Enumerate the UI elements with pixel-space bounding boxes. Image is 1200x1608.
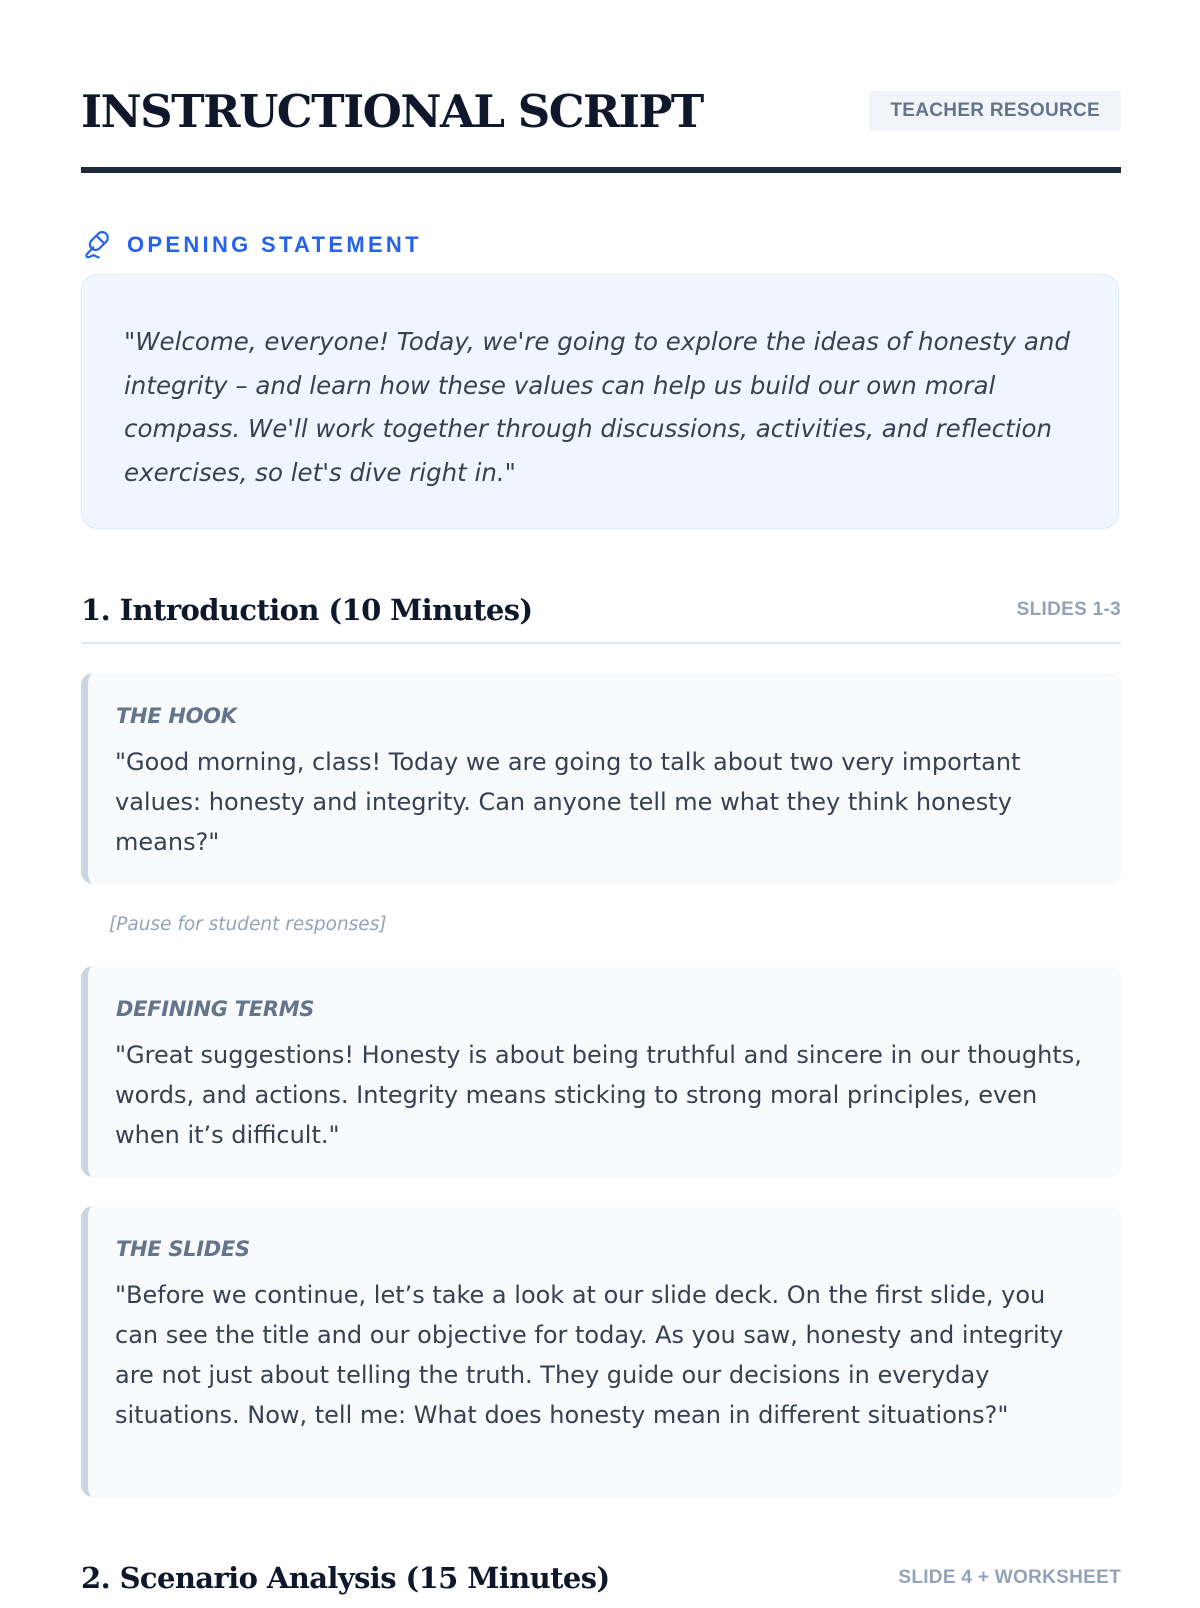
- section-scenario-analysis-heading: [81, 1558, 1121, 1608]
- card-text: "Before we continue, let’s take a look at our slide deck. On the first slide, you can see the title and our objective for today. As you saw, honesty and integrity are not just about telling the truth. They guide our decisions in everyday situations. Now, tell me: What does honesty mean in different situations?": [115, 1281, 1064, 1429]
- document-title: INSTRUCTIONAL SCRIPT: [81, 85, 703, 138]
- document-header: [81, 84, 1121, 144]
- card-label: THE SLIDES: [116, 1237, 250, 1261]
- opening-statement-label: OPENING STATEMENT: [127, 232, 422, 257]
- opening-statement-text: "Welcome, everyone! Today, we're going to explore the ideas of honesty and integrity – and learn how these values can help us build our own moral compass. We'll work together through discussions, activities, and reflection exercises, so let's dive right in.": [124, 327, 1070, 487]
- script-card-hook: [81, 673, 1121, 884]
- card-label: THE HOOK: [116, 704, 237, 728]
- section-title: 1. Introduction (10 Minutes): [81, 593, 533, 627]
- section-slides-tag: SLIDES 1-3: [1016, 599, 1121, 620]
- card-text: "Good morning, class! Today we are going to talk about two very important values: honesty and integrity. Can anyone tell me what they think honesty means?": [115, 748, 1021, 856]
- opening-statement-box: [81, 274, 1119, 529]
- pause-instruction: [Pause for student responses]: [109, 914, 387, 935]
- section-introduction-heading: [81, 590, 1121, 640]
- card-label: DEFINING TERMS: [116, 997, 315, 1021]
- section-title: 2. Scenario Analysis (15 Minutes): [81, 1561, 610, 1595]
- script-card-defining-terms: [81, 966, 1121, 1177]
- header-divider: [81, 167, 1121, 173]
- microphone-icon: [83, 227, 113, 263]
- card-text: "Great suggestions! Honesty is about being truthful and sincere in our thoughts, words, and actions. Integrity means sticking to strong moral principles, even when it’s difficult.": [115, 1041, 1082, 1149]
- script-card-slides: [81, 1206, 1121, 1497]
- teacher-resource-badge: TEACHER RESOURCE: [869, 91, 1121, 131]
- opening-statement-heading: [81, 227, 681, 263]
- section-divider: [81, 642, 1121, 644]
- section-slides-tag: SLIDE 4 + WORKSHEET: [898, 1567, 1121, 1588]
